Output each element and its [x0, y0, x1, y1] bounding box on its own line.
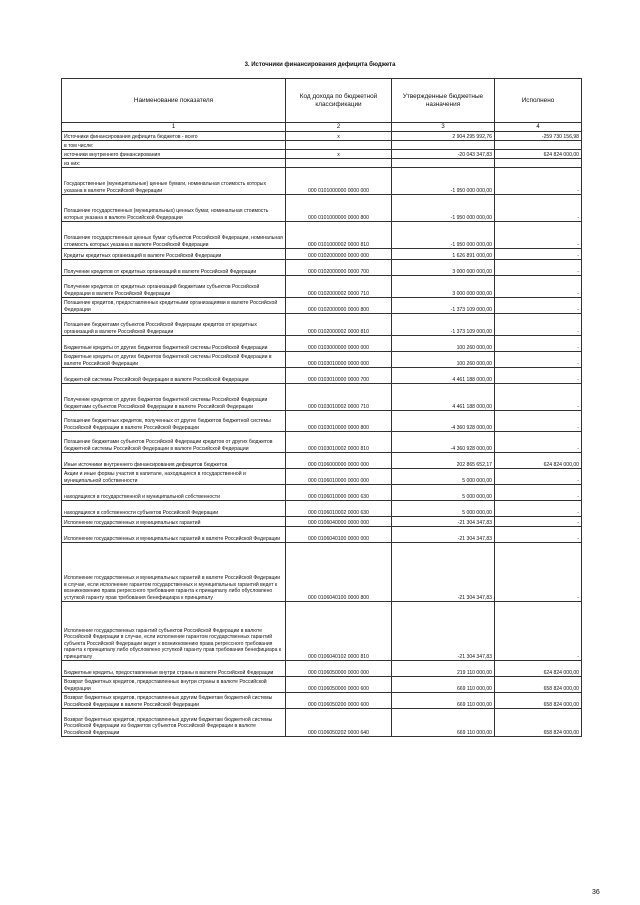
row-budget-code: 000 0106040100 0000 000	[286, 527, 392, 543]
table-row	[62, 314, 582, 336]
row-executed-amount: -	[495, 527, 582, 543]
row-approved-amount: 5 000 000,00	[392, 469, 495, 485]
row-executed-amount: -	[495, 195, 582, 222]
table-row	[62, 693, 582, 709]
row-approved-amount: 669 110 000,00	[392, 693, 495, 709]
table-row	[62, 195, 582, 222]
row-executed-amount: -	[495, 543, 582, 602]
row-executed-amount: 624 824 000,00	[495, 661, 582, 677]
table-row	[62, 485, 582, 501]
table-row	[62, 501, 582, 517]
row-indicator-name: Погашение государственных (муниципальных) ценных бумаг, номинальная стоимость которых указана в валюте Российской Федерации	[62, 195, 286, 222]
row-budget-code: 000 0106010000 0000 630	[286, 485, 392, 501]
row-indicator-name: Акции и иные формы участия в капитале, находящиеся в государственной и муниципальной собственности	[62, 469, 286, 485]
row-executed-amount: -	[495, 298, 582, 314]
row-budget-code: 000 0102000002 0000 710	[286, 276, 392, 298]
row-indicator-name: Кредиты кредитных организаций в валюте Российской Федерации	[62, 249, 286, 260]
table-row	[62, 453, 582, 469]
row-indicator-name: Исполнение государственных и муниципальных гарантий	[62, 517, 286, 527]
row-budget-code: x	[286, 132, 392, 141]
row-budget-code: 000 0102000000 0000 000	[286, 249, 392, 260]
row-indicator-name: Погашение бюджетами субъектов Российской Федерации кредитов от других бюджетов бюджетной системы Российской Федерации в валюте Российской Федерации	[62, 432, 286, 453]
row-budget-code: 000 0103010000 0000 000	[286, 352, 392, 368]
row-approved-amount: 202 865 652,17	[392, 453, 495, 469]
row-approved-amount: 669 110 000,00	[392, 677, 495, 693]
row-indicator-name: находящихся в собственности субъектов Российской Федерации	[62, 501, 286, 517]
row-indicator-name: Исполнение государственных гарантий субъектов Российской Федерации в валюте Российской Федерации в случае, если исполнение гарантом государственных гарантий субъекта Российской Федерации ведет к возникновению права регрессного требования гаранта к принципалу либо обусловлено уступкой гаранту прав требования бенефициара к принципалу	[62, 602, 286, 661]
row-approved-amount: -4 360 928 000,00	[392, 432, 495, 453]
table-row	[62, 709, 582, 737]
row-approved-amount: -21 304 347,83	[392, 527, 495, 543]
row-budget-code: 000 0102000002 0000 810	[286, 314, 392, 336]
row-executed-amount	[495, 141, 582, 150]
table-row	[62, 661, 582, 677]
row-budget-code: 000 0106050000 0000 000	[286, 661, 392, 677]
header-approved: Утвержденные бюджетные назначения	[392, 79, 495, 123]
table-row	[62, 527, 582, 543]
row-indicator-name: Получение кредитов от других бюджетов бюджетной системы Российской Федерации бюджетами субъектов Российской Федерации в валюте Российской Федерации	[62, 384, 286, 411]
table-row	[62, 141, 582, 150]
row-indicator-name: Государственные (муниципальные) ценные бумаги, номинальная стоимость которых указана в валюте Российской Федерации	[62, 168, 286, 195]
header-income-code: Код дохода по бюджетной классификации	[286, 79, 392, 123]
row-approved-amount: -1 950 000 000,00	[392, 168, 495, 195]
row-executed-amount: -	[495, 384, 582, 411]
page-number: 36	[592, 889, 600, 896]
row-approved-amount: -1 950 000 000,00	[392, 195, 495, 222]
row-executed-amount: -	[495, 501, 582, 517]
row-indicator-name: Погашение государственных ценных бумаг субъектов Российской Федерации, номинальная стоимость которых указана в валюте Российской Федерации	[62, 222, 286, 249]
row-indicator-name: источники внутреннего финансирования	[62, 150, 286, 159]
table-row	[62, 298, 582, 314]
table-row	[62, 260, 582, 276]
row-budget-code: 000 0102000000 0000 800	[286, 298, 392, 314]
row-approved-amount: 3 000 000 000,00	[392, 276, 495, 298]
row-budget-code: 000 0106000000 0000 000	[286, 453, 392, 469]
row-executed-amount: -	[495, 485, 582, 501]
row-approved-amount: 1 626 891 000,00	[392, 249, 495, 260]
table-row	[62, 602, 582, 661]
row-executed-amount	[495, 159, 582, 168]
row-indicator-name: Погашение бюджетных кредитов, полученных от других бюджетов бюджетной системы Российской Федерации в валюте Российской Федерации	[62, 411, 286, 432]
row-indicator-name: Бюджетные кредиты, предоставленные внутри страны в валюте Российской Федерации	[62, 661, 286, 677]
section-title: 3. Источники финансирования дефицита бюджета	[244, 62, 396, 68]
table-column-numbers-row	[62, 123, 582, 132]
row-executed-amount: 658 824 000,00	[495, 677, 582, 693]
row-budget-code: 000 0101000000 0000 000	[286, 168, 392, 195]
row-approved-amount: 5 000 000,00	[392, 485, 495, 501]
row-indicator-name: Получение кредитов от кредитных организаций бюджетами субъектов Российской Федерации в валюте Российской Федерации	[62, 276, 286, 298]
row-indicator-name: Бюджетные кредиты от других бюджетов бюджетной системы Российской Федерации в валюте Российской Федерации	[62, 352, 286, 368]
row-indicator-name: Исполнение государственных и муниципальных гарантий в валюте Российской Федерации в случае, если исполнение гарантом государственных и муниципальных гарантий ведет к возникновению права регрессного требования гаранта к принципалу либо обусловлено уступкой гаранту прав требования бенефициара к принципалу	[62, 543, 286, 602]
row-budget-code: 000 0106050000 0000 600	[286, 677, 392, 693]
row-indicator-name: Бюджетные кредиты от других бюджетов бюджетной системы Российской Федерации	[62, 336, 286, 352]
row-indicator-name: бюджетной системы Российской Федерации в валюте Российской Федерации	[62, 368, 286, 384]
row-indicator-name: Иные источники внутреннего финансирования дефицитов бюджетов	[62, 453, 286, 469]
row-executed-amount: 658 824 000,00	[495, 693, 582, 709]
table-row	[62, 222, 582, 249]
column-number: 4	[495, 123, 582, 132]
table-row	[62, 543, 582, 602]
row-indicator-name: Получение кредитов от кредитных организаций в валюте Российской Федерации	[62, 260, 286, 276]
table-row	[62, 336, 582, 352]
row-indicator-name: Исполнение государственных и муниципальных гарантий в валюте Российской Федерации	[62, 527, 286, 543]
row-approved-amount: 3 000 000 000,00	[392, 260, 495, 276]
row-budget-code	[286, 141, 392, 150]
row-budget-code: 000 0103010002 0000 810	[286, 432, 392, 453]
row-executed-amount: -	[495, 314, 582, 336]
table-row	[62, 432, 582, 453]
row-budget-code: x	[286, 150, 392, 159]
row-executed-amount: -	[495, 368, 582, 384]
column-number: 1	[62, 123, 286, 132]
header-executed: Исполнено	[495, 79, 582, 123]
table-row	[62, 276, 582, 298]
row-budget-code	[286, 159, 392, 168]
table-row	[62, 469, 582, 485]
row-executed-amount: 624 824 000,00	[495, 453, 582, 469]
row-budget-code: 000 0106040000 0000 000	[286, 517, 392, 527]
row-approved-amount: 4 461 188 000,00	[392, 384, 495, 411]
row-indicator-name: Погашение кредитов, предоставленных кредитными организациями в валюте Российской Федерации	[62, 298, 286, 314]
row-budget-code: 000 0106050202 0000 640	[286, 709, 392, 737]
row-executed-amount: -	[495, 222, 582, 249]
row-executed-amount: -	[495, 260, 582, 276]
table-row	[62, 168, 582, 195]
header-indicator-name: Наименование показателя	[62, 79, 286, 123]
row-executed-amount: -	[495, 432, 582, 453]
table-row	[62, 677, 582, 693]
row-approved-amount: -21 304 347,83	[392, 517, 495, 527]
row-executed-amount: 624 824 000,00	[495, 150, 582, 159]
row-executed-amount: -	[495, 249, 582, 260]
row-budget-code: 000 0106040100 0000 800	[286, 543, 392, 602]
table-header-row	[62, 79, 582, 123]
row-approved-amount: -21 304 347,83	[392, 543, 495, 602]
row-executed-amount: -	[495, 276, 582, 298]
row-approved-amount: 100 260 000,00	[392, 352, 495, 368]
row-indicator-name: Возврат бюджетных кредитов, предоставленных другим бюджетам бюджетной системы Российской Федерации в валюте Российской Федерации	[62, 693, 286, 709]
table-row	[62, 249, 582, 260]
row-executed-amount: 658 824 000,00	[495, 709, 582, 737]
table-row	[62, 368, 582, 384]
row-executed-amount: -	[495, 602, 582, 661]
row-executed-amount: -	[495, 411, 582, 432]
row-approved-amount: -21 304 347,83	[392, 602, 495, 661]
row-indicator-name: Погашение бюджетами субъектов Российской Федерации кредитов от кредитных организаций в валюте Российской Федерации	[62, 314, 286, 336]
row-approved-amount: 219 110 000,00	[392, 661, 495, 677]
row-budget-code: 000 0101000002 0000 810	[286, 222, 392, 249]
row-budget-code: 000 0102000000 0000 700	[286, 260, 392, 276]
row-approved-amount: 5 000 000,00	[392, 501, 495, 517]
row-approved-amount: -1 373 109 000,00	[392, 314, 495, 336]
row-executed-amount: -	[495, 469, 582, 485]
row-executed-amount: -	[495, 336, 582, 352]
row-executed-amount: -	[495, 168, 582, 195]
row-approved-amount: -1 950 000 000,00	[392, 222, 495, 249]
row-indicator-name: находящихся в государственной и муниципальной собственности	[62, 485, 286, 501]
row-indicator-name: в том числе:	[62, 141, 286, 150]
row-indicator-name: Возврат бюджетных кредитов, предоставленных внутри страны в валюте Российской Федерации	[62, 677, 286, 693]
row-budget-code: 000 0101000000 0000 800	[286, 195, 392, 222]
row-budget-code: 000 0106010002 0000 630	[286, 501, 392, 517]
table-row	[62, 159, 582, 168]
row-budget-code: 000 0103010002 0000 710	[286, 384, 392, 411]
table-body	[62, 132, 582, 737]
row-approved-amount: -4 360 928 000,00	[392, 411, 495, 432]
row-approved-amount: 4 461 188 000,00	[392, 368, 495, 384]
row-budget-code: 000 0103000000 0000 000	[286, 336, 392, 352]
row-indicator-name: Источники финансирования дефицита бюджетов - всего	[62, 132, 286, 141]
row-executed-amount: -	[495, 517, 582, 527]
row-approved-amount: -1 373 109 000,00	[392, 298, 495, 314]
row-budget-code: 000 0106040102 0000 810	[286, 602, 392, 661]
row-budget-code: 000 0106010000 0000 000	[286, 469, 392, 485]
table-row	[62, 352, 582, 368]
table-row	[62, 517, 582, 527]
row-budget-code: 000 0103010000 0000 700	[286, 368, 392, 384]
row-indicator-name: из них:	[62, 159, 286, 168]
financing-sources-table	[61, 78, 582, 737]
column-number: 3	[392, 123, 495, 132]
column-number: 2	[286, 123, 392, 132]
row-approved-amount	[392, 159, 495, 168]
row-approved-amount	[392, 141, 495, 150]
row-executed-amount: -259 730 156,98	[495, 132, 582, 141]
row-approved-amount: 2 904 295 992,76	[392, 132, 495, 141]
row-budget-code: 000 0106050200 0000 600	[286, 693, 392, 709]
row-approved-amount: -20 043 347,83	[392, 150, 495, 159]
table-row	[62, 384, 582, 411]
row-indicator-name: Возврат бюджетных кредитов, предоставленных другим бюджетам бюджетной системы Российской Федерации из бюджетов субъектов Российской Федерации в валюте Российской Федерации	[62, 709, 286, 737]
table-row	[62, 132, 582, 141]
table-row	[62, 150, 582, 159]
row-approved-amount: 669 110 000,00	[392, 709, 495, 737]
row-budget-code: 000 0103010000 0000 800	[286, 411, 392, 432]
row-executed-amount: -	[495, 352, 582, 368]
table-row	[62, 411, 582, 432]
row-approved-amount: 100 260 000,00	[392, 336, 495, 352]
